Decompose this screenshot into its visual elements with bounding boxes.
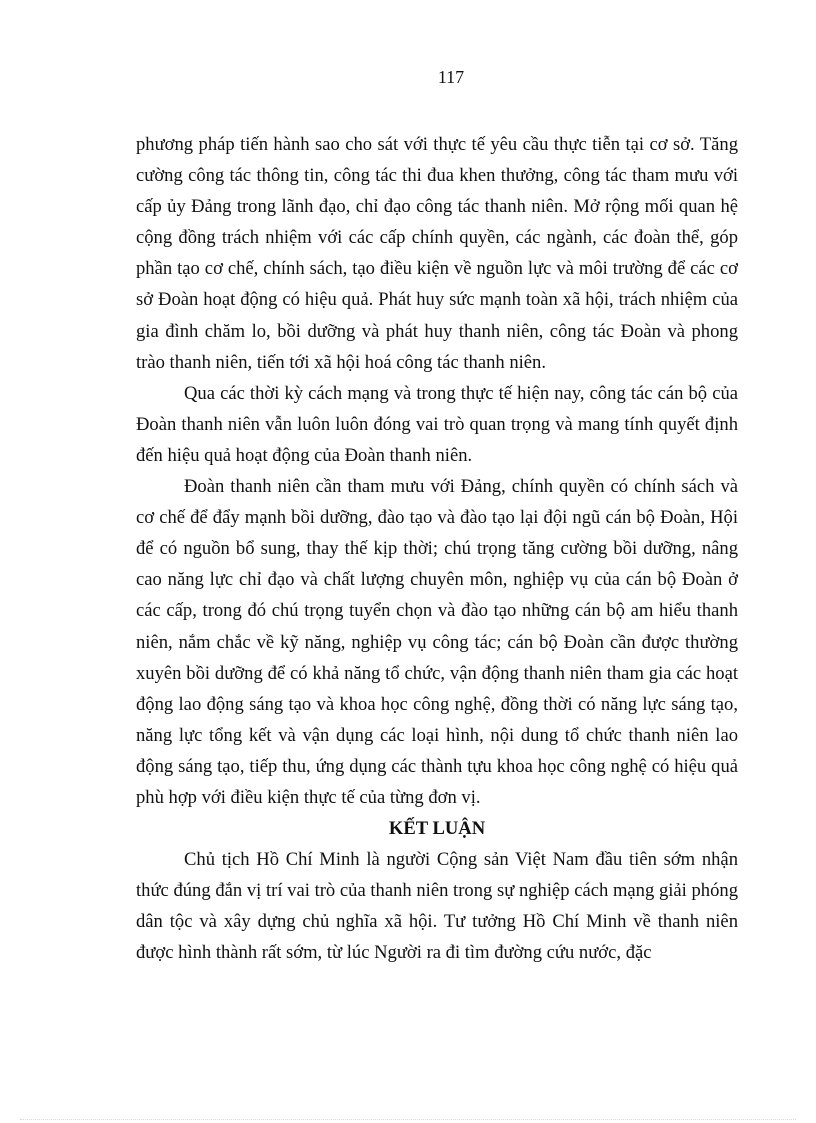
paragraph-conclusion: Chủ tịch Hồ Chí Minh là người Cộng sản Việt Nam đầu tiên sớm nhận thức đúng đắn vị trí vai trò của thanh niên trong sự nghiệp cách mạng giải phóng dân tộc và xây dựng chủ nghĩa xã hội. Tư tưởng Hồ Chí Minh về thanh niên được hình thành rất sớm, từ lúc Người ra đi tìm đường cứu nước, đặc [136,849,738,964]
page-bottom-divider [20,1119,796,1120]
paragraph-work-methods: phương pháp tiến hành sao cho sát với thực tế yêu cầu thực tiễn tại cơ sở. Tăng cường công tác thông tin, công tác thi đua khen thưởng, công tác tham mưu với cấp ủy Đảng trong lãnh đạo, chỉ đạo công tác thanh niên. Mở rộng mối quan hệ cộng đồng trách nhiệm với các cấp chính quyền, các ngành, các đoàn thể, góp phần tạo cơ chế, chính sách, tạo điều kiện về nguồn lực và môi trường để các cơ sở Đoàn hoạt động có hiệu quả. Phát huy sức mạnh toàn xã hội, trách nhiệm của gia đình chăm lo, bồi dưỡng và phát huy thanh niên, công tác Đoàn và phong trào thanh niên, tiến tới xã hội hoá công tác thanh niên. [136,134,738,373]
paragraph-cadre-training: Đoàn thanh niên cần tham mưu với Đảng, chính quyền có chính sách và cơ chế để đẩy mạnh bồi dưỡng, đào tạo và đào tạo lại đội ngũ cán bộ Đoàn, Hội để có nguồn bổ sung, thay thế kịp thời; chú trọng tăng cường bồi dưỡng, nâng cao năng lực chỉ đạo và chất lượng chuyên môn, nghiệp vụ của cán bộ Đoàn ở các cấp, trong đó chú trọng tuyển chọn và đào tạo những cán bộ am hiểu thanh niên, nắm chắc về kỹ năng, nghiệp vụ công tác; cán bộ Đoàn cần được thường xuyên bồi dưỡng để có khả năng tổ chức, vận động thanh niên tham gia các hoạt động lao động sáng tạo và khoa học công nghệ, đồng thời có năng lực sáng tạo, năng lực tổng kết và vận dụng các loại hình, nội dung tổ chức thanh niên lao động sáng tạo, tiếp thu, ứng dụng các thành tựu khoa học công nghệ có hiệu quả phù hợp với điều kiện thực tế của từng đơn vị. [136,476,738,808]
page-number: 117 [437,67,465,87]
conclusion-heading: KẾT LUẬN [388,818,486,840]
page-body [136,129,738,969]
paragraph-cadre-role: Qua các thời kỳ cách mạng và trong thực tế hiện nay, công tác cán bộ của Đoàn thanh niên vẫn luôn luôn đóng vai trò quan trọng và mang tính quyết định đến hiệu quả hoạt động của Đoàn thanh niên. [136,382,738,466]
